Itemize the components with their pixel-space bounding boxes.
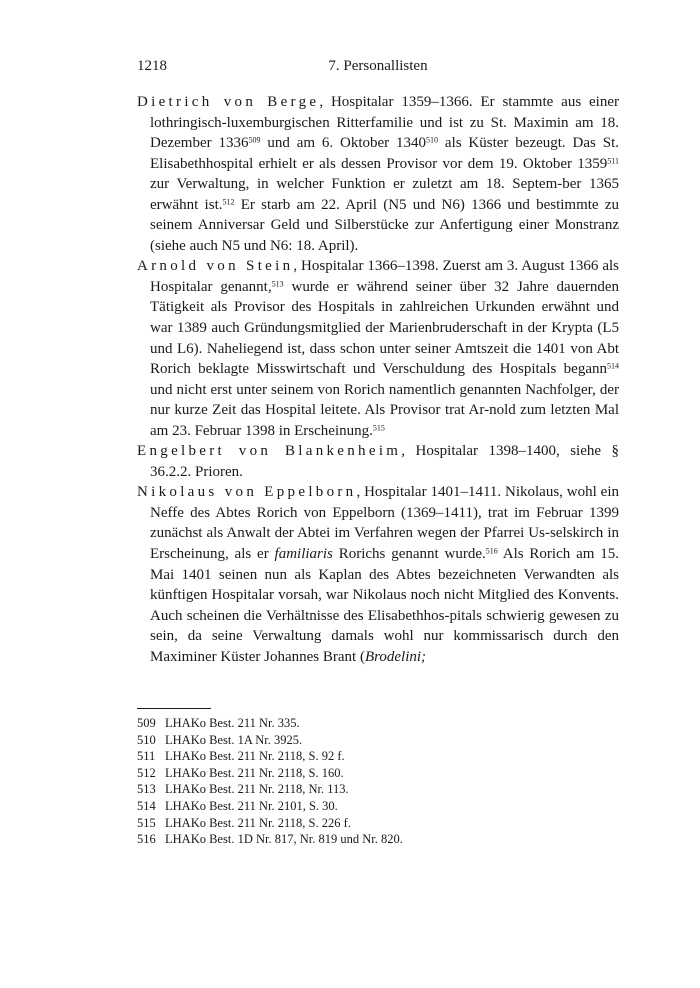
footnote-item: 515 LHAKo Best. 211 Nr. 2118, S. 226 f. (137, 815, 351, 830)
footnote-ref: 509 (248, 135, 261, 145)
footnote-item: 511 LHAKo Best. 211 Nr. 2118, S. 92 f. (137, 749, 345, 764)
footnote-item: 513 LHAKo Best. 211 Nr. 2118, Nr. 113. (137, 782, 349, 797)
footnote-ref: 511 (607, 156, 619, 166)
footnote-ref: 512 (222, 197, 235, 207)
entry-nikolaus-von-eppelborn: Nikolaus von Eppelborn, Hospitalar 1401–1411. Nikolaus, wohl ein Neffe des Abtes Rorich von Eppelborn (1369–1411), trat im Februar 1399 zunächst als Anwalt der Abtei im Verfahren wegen der Pfarrei Us-selskirch in Erscheinung, als er familiaris Rorichs genannt wurde.$^{516}$ Als Rorich am 15. Mai 1401 seinen nun als Kaplan des Abtes bezeichneten Verwandten als künftigen Hospitalar vorsah, war Nikolaus noch nicht Mitglied des Konvents. Auch scheinen die Verhältnisse des Elisabethhos-pitals schwierig gewesen zu sein, da seine Verwaltung damals wohl nur kommissarisch durch den Maximiner Küster Johannes Brant (Brodelini; (137, 484, 619, 665)
footnote-ref: 516 (485, 546, 498, 556)
footnote-ref: 515 (372, 423, 385, 433)
running-head (137, 58, 619, 82)
footnote-item: 512 LHAKo Best. 211 Nr. 2118, S. 160. (137, 765, 344, 780)
footnotes (137, 708, 619, 848)
footnote-ref: 514 (607, 361, 619, 371)
footnote-divider (137, 708, 211, 709)
italic-term: familiaris (274, 546, 333, 563)
footnote-item: 509 LHAKo Best. 211 Nr. 335. (137, 716, 300, 730)
footnote-ref: 513 (271, 279, 284, 289)
person-name: Nikolaus von Eppelborn (137, 484, 357, 501)
footnote-item: 514 LHAKo Best. 211 Nr. 2101, S. 30. (137, 798, 338, 813)
footnote-ref: 510 (426, 135, 439, 145)
entry-list (137, 92, 619, 667)
entry-dietrich-von-berge: Dietrich von Berge, Hospitalar 1359–1366. Er stammte aus einer lothringisch-luxemburgischen Ritterfamilie und ist zu St. Maximin am 18. Dezember 1336$^{509}$ und am 6. Oktober 1340$^{510}$ als Küster bezeugt. Das St. Elisabethhospital erhielt er als dessen Provisor vor dem 19. Oktober 1359$^{511}$ zur Verwaltung, in welcher Funktion er zuletzt am 18. Septem-ber 1365 erwähnt ist.$^{512}$ Er starb am 22. April (N5 und N6) 1366 und bestimmte zu seinem Anniversar Geld und Silberstücke zur Anfertigung einer Monstranz (siehe auch N5 und N6: 18. April). (137, 94, 620, 254)
page-body (137, 58, 619, 667)
person-name: Arnold von Stein (137, 258, 294, 275)
entry-arnold-von-stein: Arnold von Stein, Hospitalar 1366–1398. Zuerst am 3. August 1366 als Hospitalar genannt,$^{513}$ wurde er während seiner über 32 Jahre dauernden Tätigkeit als Provisor des Hospitals in zahlreichen Urkunden erwähnt und war 1389 auch Gründungsmitglied der Marienbruderschaft in der Krypta (L5 und L6). Naheliegend ist, dass schon unter seiner Amtszeit die 1401 von Abt Rorich beklagte Misswirtschaft und Verschuldung des Hospitals begann$^{514}$ und nicht erst unter seinem von Rorich namentlich genannten Nachfolger, der nur kurze Zeit das Hospital leitete. Als Provisor trat Ar-nold zum letzten Mal am 23. Februar 1398 in Erscheinung.$^{515}$ (137, 258, 620, 439)
section-title: 7. Personallisten (328, 58, 428, 74)
entry-engelbert-von-blankenheim: Engelbert von Blankenheim, Hospitalar 1398–1400, siehe § 36.2.2. Prioren. (137, 443, 619, 480)
footnote-item: 510 LHAKo Best. 1A Nr. 3925. (137, 732, 303, 747)
page-number: 1218 (137, 58, 167, 74)
person-name: Dietrich von Berge (137, 94, 320, 110)
italic-term: Brodelini; (364, 648, 427, 665)
person-name: Engelbert von Blankenheim (137, 443, 402, 460)
footnote-item: 516 LHAKo Best. 1D Nr. 817, Nr. 819 und Nr. 820. (137, 832, 403, 847)
